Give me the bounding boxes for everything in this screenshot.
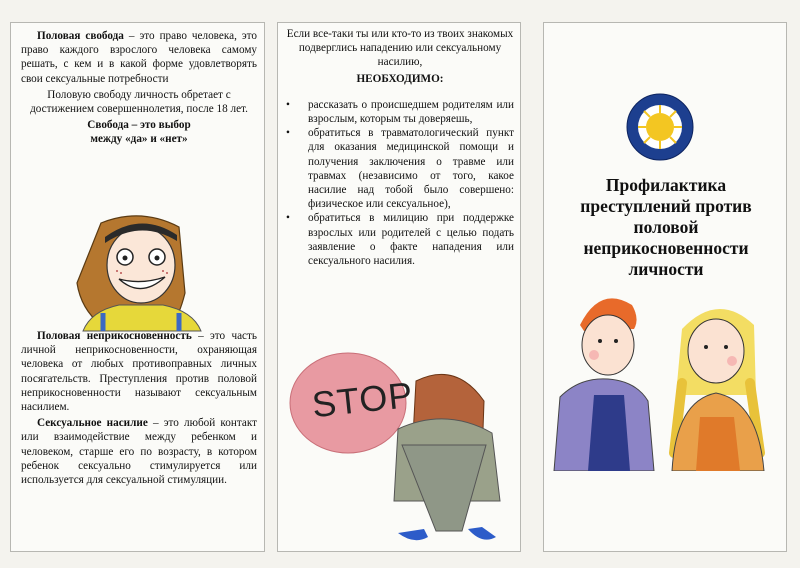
- sexual-freedom-text: – это право человека, это право каждого взрослого человека самому решать, с кем и в какой форме удовлетворять свои сексуальные потребности: [21, 30, 257, 85]
- slogan-line-2: между «да» и «нет»: [90, 133, 188, 146]
- sexual-inviolability-term: Половая неприкосновенность: [37, 330, 192, 342]
- title-line: Профилактика: [605, 175, 727, 195]
- bullet-icon: •: [286, 98, 290, 111]
- list-item-text: обратиться в травматологический пункт для оказания медицинской помощи и получения заключения о травме или травмах (независимо от того, какое насилие над тобой было совершено: физическое или сексуальное),: [308, 127, 514, 211]
- title-line: преступлений против: [580, 196, 752, 216]
- required-heading: НЕОБХОДИМО:: [356, 72, 444, 85]
- list-item-text: обратиться в милицию при поддержке взрослых или родителей с целью подать заявление о факте нападения или сексуального насилия.: [308, 212, 514, 268]
- age-of-consent-text: Половую свободу личность обретает с достижением совершеннолетия, после 18 лет.: [30, 88, 248, 116]
- right-panel: [543, 22, 787, 552]
- sexual-violence-text: – это любой контакт или взаимодействие между ребенком и человеком, старше его по возрасту, в котором ребенок сексуально стимулируется или используется для сексуальной стимуляции.: [21, 417, 257, 487]
- stop-illustration: [286, 341, 516, 551]
- sexual-violence-term: Сексуальное насилие: [37, 417, 148, 430]
- middle-intro: Если все-таки ты или кто-то из твоих знакомых подверглись нападению или сексуальному насилию,: [286, 28, 514, 69]
- sun-emblem-icon: [624, 91, 696, 163]
- sexual-freedom-term: Половая свобода: [37, 30, 124, 42]
- bullet-icon: •: [286, 127, 290, 140]
- boy-and-girl-illustration: [550, 285, 784, 471]
- left-panel: [10, 22, 265, 552]
- sexual-inviolability-definition: [21, 329, 257, 414]
- list-item: [286, 126, 514, 211]
- slogan-line-1: Свобода – это выбор: [87, 119, 191, 132]
- list-item: [286, 211, 514, 268]
- list-item: [286, 98, 514, 126]
- middle-panel: [277, 22, 521, 552]
- list-item-text: рассказать о происшедшем родителям или взрослым, которым ты доверяешь,: [308, 98, 514, 126]
- middle-heading: [286, 72, 514, 86]
- stop-sign-text: STOP: [310, 373, 416, 426]
- smiling-girl-illustration: [61, 213, 221, 333]
- freedom-slogan: [21, 118, 257, 146]
- title-line: личности: [628, 259, 704, 279]
- sexual-freedom-definition: [21, 29, 257, 86]
- bullet-icon: •: [286, 212, 290, 225]
- brochure-title: [544, 175, 787, 280]
- sexual-violence-definition: [21, 416, 257, 487]
- sexual-inviolability-text: – это часть личной неприкосновенности, охраняющая человека от любых противоправных личных посягательств. Преступления против половой неприкосновенности называют сексуальным насилием.: [21, 330, 257, 414]
- title-line: половой: [633, 217, 699, 237]
- title-line: неприкосновенности: [583, 238, 749, 258]
